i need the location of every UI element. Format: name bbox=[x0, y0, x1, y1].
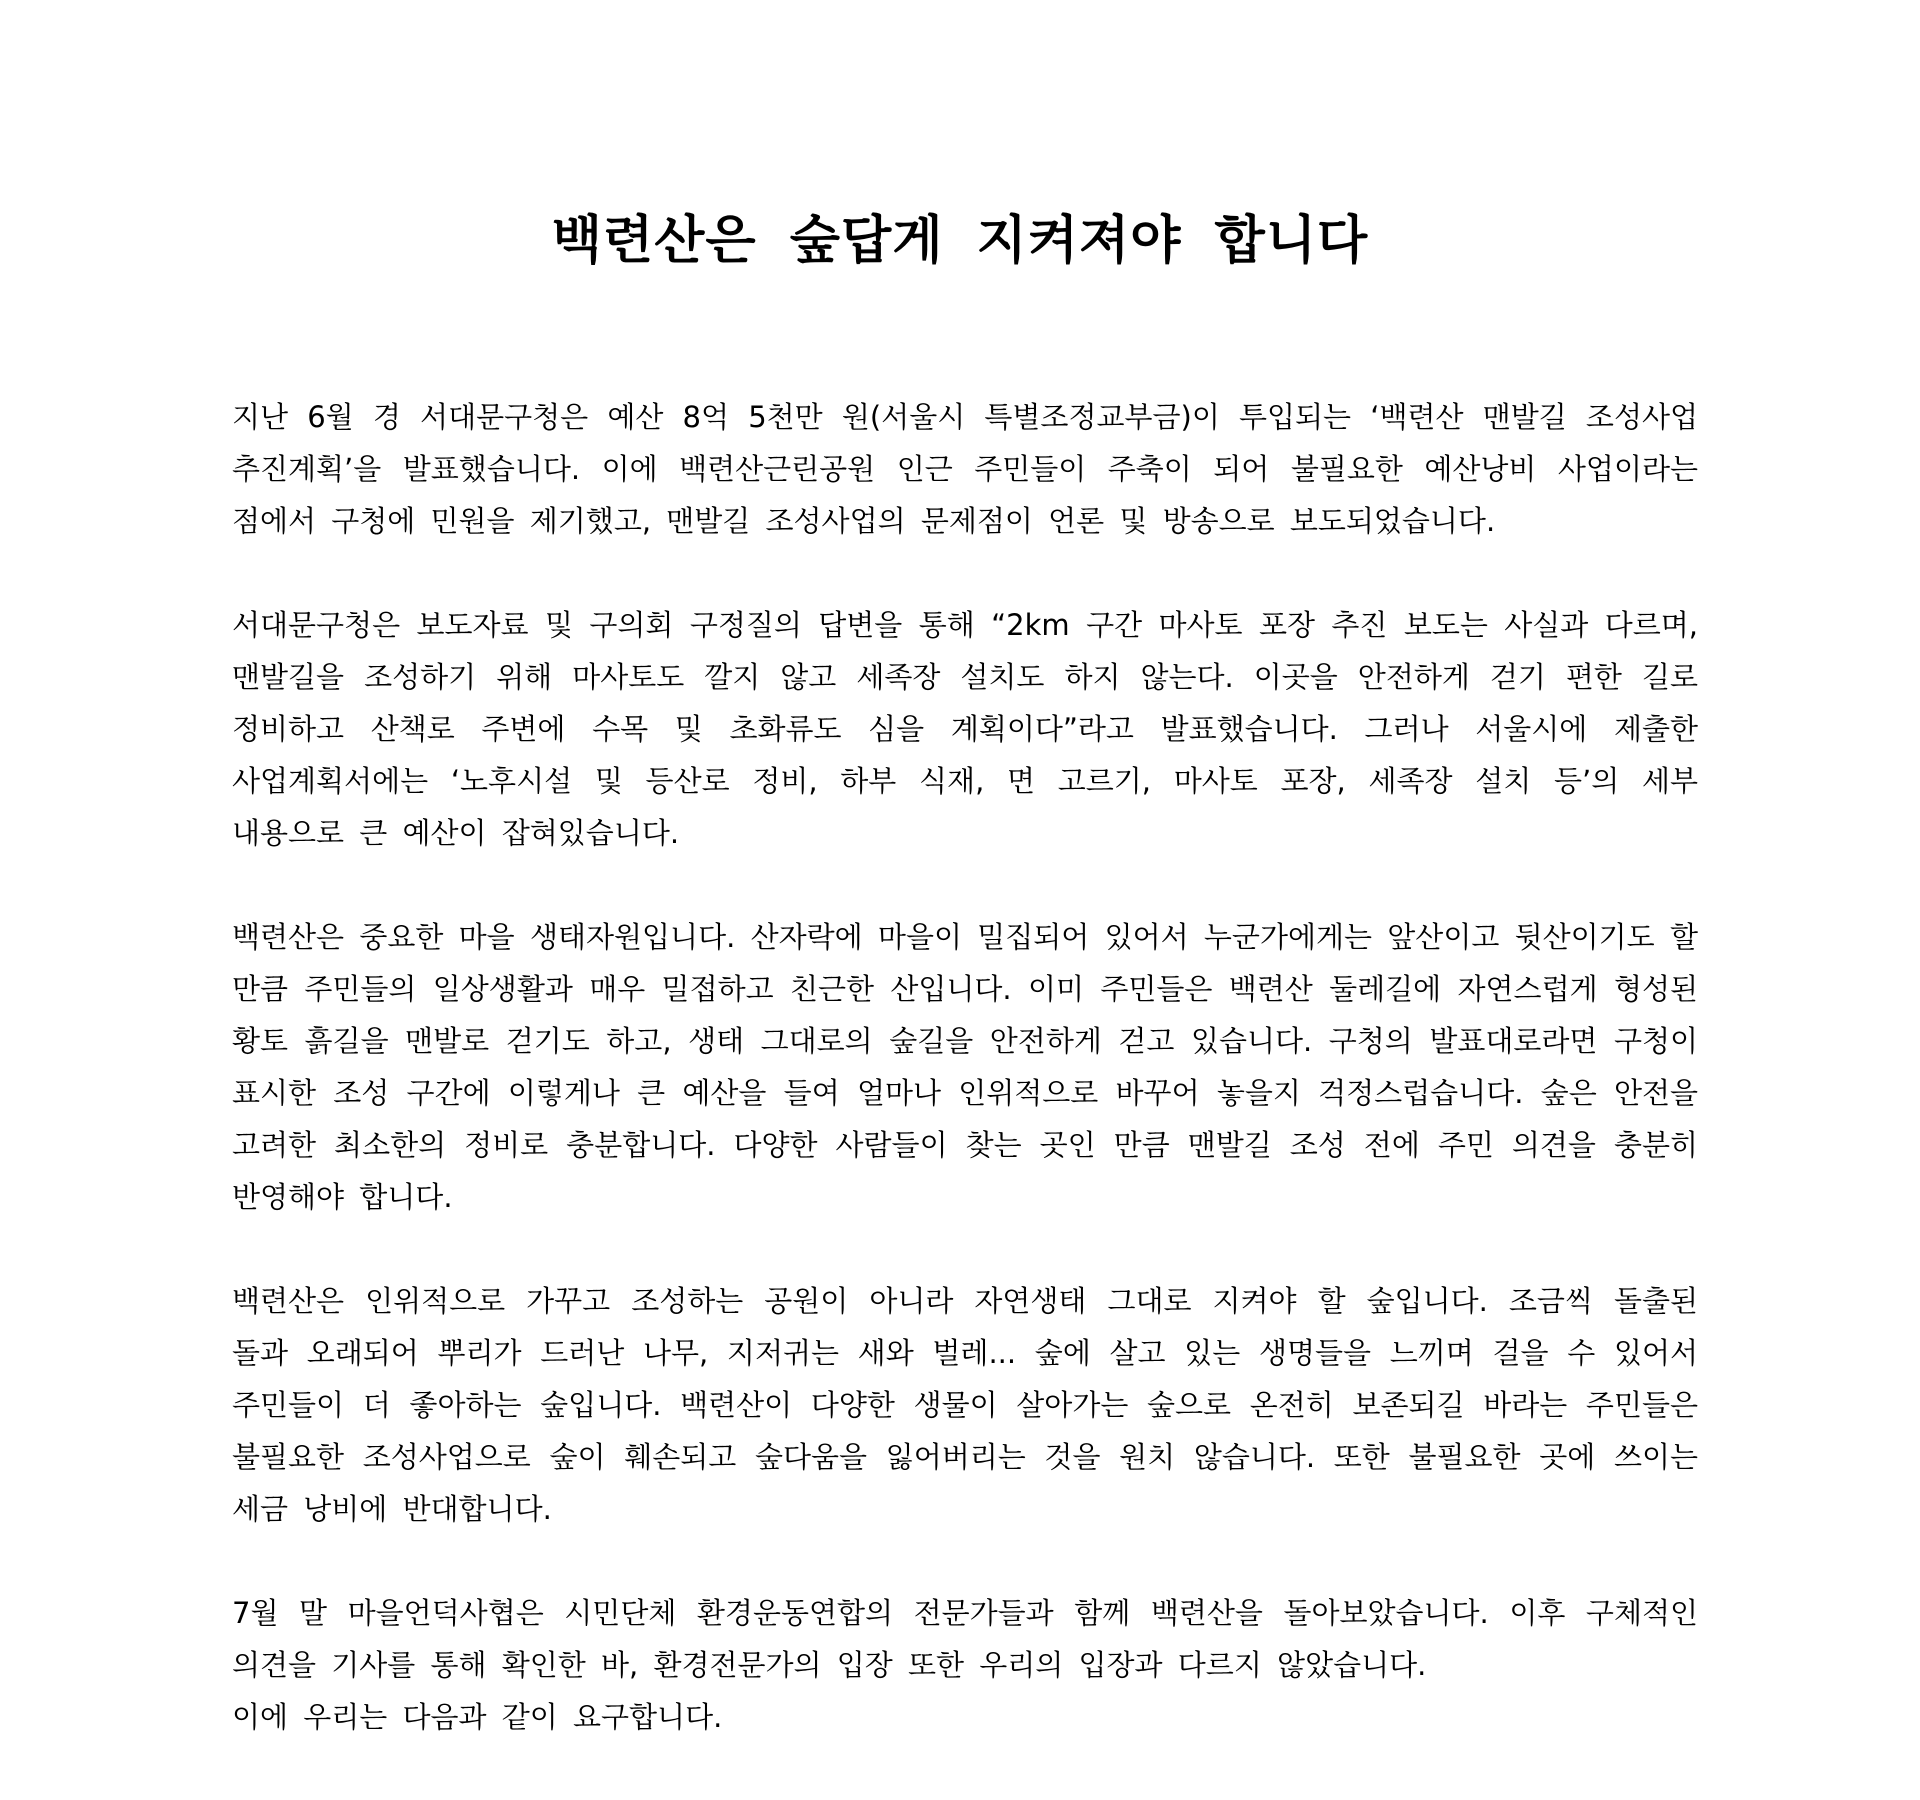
document-body bbox=[232, 391, 1698, 1743]
paragraph-5: 7월 말 마을언덕사협은 시민단체 환경운동연합의 전문가들과 함께 백련산을 돌아보았습니다. 이후 구체적인 의견을 기사를 통해 확인한 바, 환경전문가의 입장 또한 우리의 입장과 다르지 않았습니다. bbox=[232, 1596, 1698, 1682]
paragraph-1: 지난 6월 경 서대문구청은 예산 8억 5천만 원(서울시 특별조정교부금)이 투입되는 ‘백련산 맨발길 조성사업 추진계획’을 발표했습니다. 이에 백련산근린공원 인근 주민들이 주축이 되어 불필요한 예산낭비 사업이라는 점에서 구청에 민원을 제기했고, 맨발길 조성사업의 문제점이 언론 및 방송으로 보도되었습니다. bbox=[232, 400, 1698, 538]
paragraph-2: 서대문구청은 보도자료 및 구의회 구정질의 답변을 통해 “2km 구간 마사토 포장 추진 보도는 사실과 다르며, 맨발길을 조성하기 위해 마사토도 깔지 않고 세족장 설치도 하지 않는다. 이곳을 안전하게 걷기 편한 길로 정비하고 산책로 주변에 수목 및 초화류도 심을 계획이다”라고 발표했습니다. 그러나 서울시에 제출한 사업계획서에는 ‘노후시설 및 등산로 정비, 하부 식재, 면 고르기, 마사토 포장, 세족장 설치 등’의 세부 내용으로 큰 예산이 잡혀있습니다. bbox=[232, 608, 1698, 850]
paragraph-6: 이에 우리는 다음과 같이 요구합니다. bbox=[232, 1700, 723, 1734]
paragraph-3: 백련산은 중요한 마을 생태자원입니다. 산자락에 마을이 밀집되어 있어서 누군가에게는 앞산이고 뒷산이기도 할 만큼 주민들의 일상생활과 매우 밀접하고 친근한 산입니다. 이미 주민들은 백련산 둘레길에 자연스럽게 형성된 황토 흙길을 맨발로 걷기도 하고, 생태 그대로의 숲길을 안전하게 걷고 있습니다. 구청의 발표대로라면 구청이 표시한 조성 구간에 이렇게나 큰 예산을 들여 얼마나 인위적으로 바꾸어 놓을지 걱정스럽습니다. 숲은 안전을 고려한 최소한의 정비로 충분합니다. 다양한 사람들이 찾는 곳인 만큼 맨발길 조성 전에 주민 의견을 충분히 반영해야 합니다. bbox=[232, 920, 1698, 1214]
paragraph-4: 백련산은 인위적으로 가꾸고 조성하는 공원이 아니라 자연생태 그대로 지켜야 할 숲입니다. 조금씩 돌출된 돌과 오래되어 뿌리가 드러난 나무, 지저귀는 새와 벌레... 숲에 살고 있는 생명들을 느끼며 걸을 수 있어서 주민들이 더 좋아하는 숲입니다. 백련산이 다양한 생물이 살아가는 숲으로 온전히 보존되길 바라는 주민들은 불필요한 조성사업으로 숲이 훼손되고 숲다움을 잃어버리는 것을 원치 않습니다. 또한 불필요한 곳에 쓰이는 세금 낭비에 반대합니다. bbox=[232, 1284, 1698, 1526]
document-title: 백련산은 숲답게 지켜져야 합니다 bbox=[551, 211, 1369, 271]
